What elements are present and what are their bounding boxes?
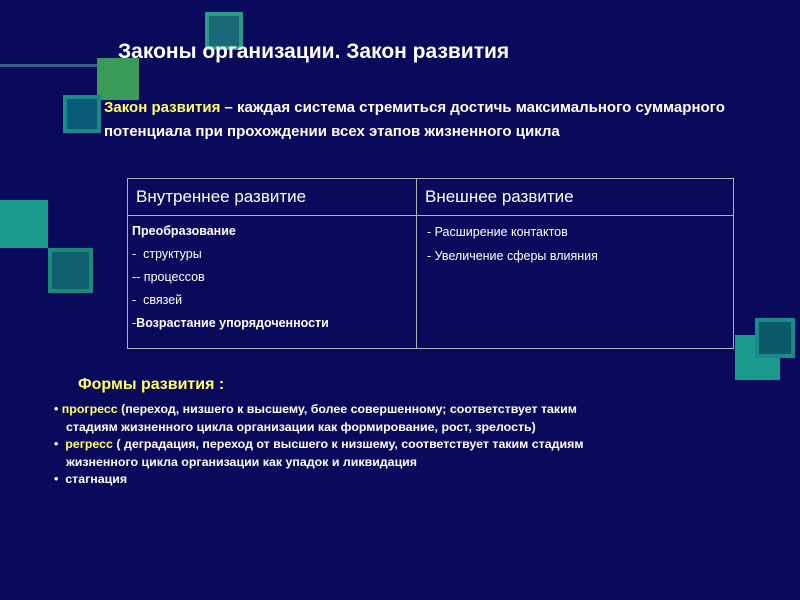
internal-cell: [128, 216, 417, 349]
list-item-continuation: стадиям жизненного цикла организации как формирование, рост, зрелость): [66, 419, 536, 434]
list-item: -Возрастание упорядоченности: [132, 316, 329, 330]
list-item: • стагнация: [54, 472, 128, 486]
list-item: • регресс ( деградация, переход от высшего к низшему, соответствует таким стадиям: [54, 437, 584, 451]
list-item: - Увеличение сферы влияния: [427, 249, 598, 263]
forms-title: Формы развития :: [78, 376, 225, 393]
list-item: - Расширение контактов: [427, 225, 568, 239]
decor-square: [48, 248, 93, 293]
law-text: – каждая система стремиться достичь максимального суммарного потенциала при прохождении всех этапов жизненного цикла: [104, 99, 725, 140]
development-table: [127, 178, 734, 349]
external-cell: [417, 216, 734, 349]
header-internal: Внутреннее развитие: [128, 179, 417, 216]
forms-list: [54, 401, 774, 489]
list-item: - структуры: [132, 247, 202, 261]
list-item: - связей: [132, 293, 183, 307]
list-item-continuation: жизненного цикла организации как упадок и ликвидация: [66, 454, 418, 469]
list-item: -- процессов: [132, 270, 205, 284]
internal-heading: Преобразование: [132, 224, 236, 238]
decor-line-top: [0, 64, 110, 67]
page-title: Законы организации. Закон развития: [118, 40, 510, 63]
law-term: Закон развития: [104, 99, 221, 116]
header-external: Внешнее развитие: [417, 179, 734, 216]
decor-square: [97, 58, 139, 100]
decor-square: [755, 318, 795, 358]
list-item: • прогресс (переход, низшего к высшему, более совершенному; соответствует таким: [54, 402, 577, 416]
law-definition: [104, 96, 784, 144]
decor-square: [0, 200, 48, 248]
table-row: [128, 216, 734, 349]
table-header-row: [128, 179, 734, 216]
decor-square: [63, 95, 101, 133]
